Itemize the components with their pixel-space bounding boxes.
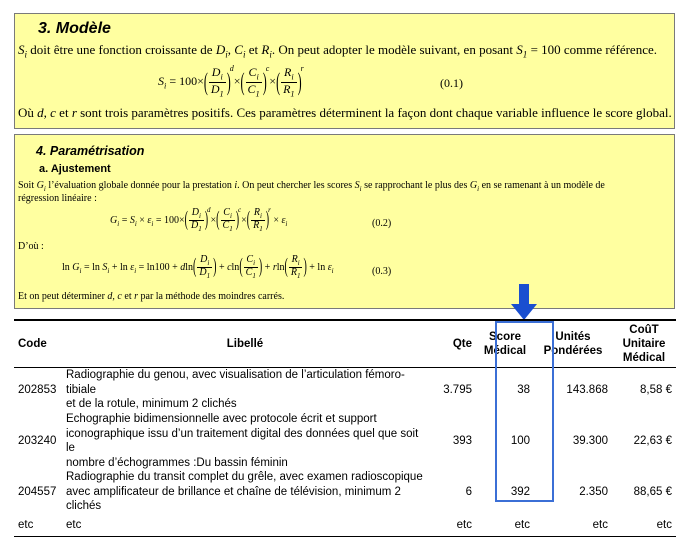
cell-score: 100 bbox=[510, 434, 530, 447]
section-3-outro: Où d, c et r sont trois paramètres positifs. Ces paramètres déterminent la façon dont chaque variable influence le score global. bbox=[18, 105, 672, 120]
header-unites: Unités Pondérées bbox=[543, 331, 603, 357]
section-4-paragraph-1: Soit $G_i$ l’évaluation globale donnée pour la prestation i. On peut chercher les scores $S_i$ se rapprochant le plus des $G_i$ en se ramenant à un modèle de bbox=[18, 180, 605, 193]
equation-0-3: $\ln G_i = \ln S_i + \ln \varepsilon_i = \ln 100 + dln$( $\frac{D_i}{D_1}$ ) + cln( $\frac{C_i}{C_1}$ ) + rln( $\frac{R_i}{R_1}$ ) + $\ln \varepsilon_i$ bbox=[62, 254, 334, 281]
cell-cout: 88,65 € bbox=[633, 485, 672, 498]
section-4-final: Et on peut déterminer d, c et r par la méthode des moindres carrés. bbox=[18, 291, 285, 302]
section-4-dou: D’où : bbox=[18, 241, 44, 252]
cell-score: 38 bbox=[517, 383, 530, 396]
cell-score: 392 bbox=[510, 485, 530, 498]
cell-libelle: Radiographie du genou, avec visualisation de l’articulation fémoro-tibiale et de la rotule, minimum 2 clichés bbox=[66, 369, 405, 411]
cell-code: 202853 bbox=[18, 383, 57, 396]
table-row bbox=[14, 368, 676, 413]
cell-qte: 6 bbox=[465, 485, 472, 498]
cell-libelle: Radiographie du transit complet du grêle, avec examen radioscopique avec amplificateur de brillance et chaîne de télévision, minimum 2 clichés bbox=[66, 471, 423, 513]
equation-0-2: $G_i = S_i \times \varepsilon_i = 100\times$( $\frac{D_i}{D_1}$ )$^d$×( $\frac{C_i}{C_1}$ )$^c$×( $\frac{R_i}{R_1}$ )$^r \times \varepsilon_i$ bbox=[110, 206, 288, 234]
cell-qte: 3.795 bbox=[443, 383, 472, 396]
table-row bbox=[14, 470, 676, 514]
header-code: Code bbox=[18, 338, 47, 350]
cell-code: etc bbox=[14, 514, 62, 537]
score-column-highlight bbox=[495, 321, 554, 502]
section-4-heading: 4. Paramétrisation bbox=[36, 144, 145, 158]
cell-cout: 8,58 € bbox=[640, 383, 672, 396]
header-score: Score Médical bbox=[483, 331, 527, 357]
cell-cout: etc bbox=[612, 514, 676, 537]
header-cout: CoûT Unitaire Médical bbox=[622, 324, 666, 364]
equation-number-0-3: (0.3) bbox=[372, 266, 392, 277]
equation-0-1: $S_i = 100\times$( $\frac{D_i}{D_1}$ )$^d$×( $\frac{C_i}{C_1}$ )$^c$×( $\frac{R_i}{R_1}$ )$^r$ bbox=[158, 64, 304, 99]
tarif-table bbox=[14, 319, 676, 537]
cell-unites: 143.868 bbox=[566, 383, 608, 396]
section-4-paragraph-2: régression linéaire : bbox=[18, 193, 97, 204]
section-3-intro: $S_i$ doit être une fonction croissante de $D_i$, $C_i$ et $R_i$. On peut adopter le modèle suivant, en posant $S_1 = 100$ comme référence. bbox=[18, 42, 657, 60]
cell-qte: etc bbox=[428, 514, 476, 537]
down-arrow-icon bbox=[511, 284, 537, 320]
equation-number-0-2: (0.2) bbox=[372, 218, 392, 229]
cell-unites: 39.300 bbox=[572, 434, 608, 447]
cell-unites: 2.350 bbox=[579, 485, 608, 498]
header-libelle: Libellé bbox=[226, 338, 264, 350]
cell-code: 203240 bbox=[18, 434, 57, 447]
table-header-row bbox=[14, 320, 676, 368]
table-row bbox=[14, 514, 676, 537]
cell-score: etc bbox=[476, 514, 534, 537]
header-qte: Qte bbox=[452, 338, 472, 350]
table-row bbox=[14, 412, 676, 470]
cell-libelle: etc bbox=[62, 514, 428, 537]
cell-qte: 393 bbox=[452, 434, 472, 447]
cell-unites: etc bbox=[534, 514, 612, 537]
cell-cout: 22,63 € bbox=[633, 434, 672, 447]
section-4-subheading: a. Ajustement bbox=[39, 163, 111, 175]
section-3-heading: 3. Modèle bbox=[38, 20, 111, 37]
cell-libelle: Echographie bidimensionnelle avec protocole écrit et support iconographique issu d’un traitement digital des données quel que soit le nombre d’échogrammes :Du bassin féminin bbox=[66, 413, 419, 469]
equation-number-0-1: (0.1) bbox=[440, 76, 463, 90]
cell-code: 204557 bbox=[18, 485, 57, 498]
